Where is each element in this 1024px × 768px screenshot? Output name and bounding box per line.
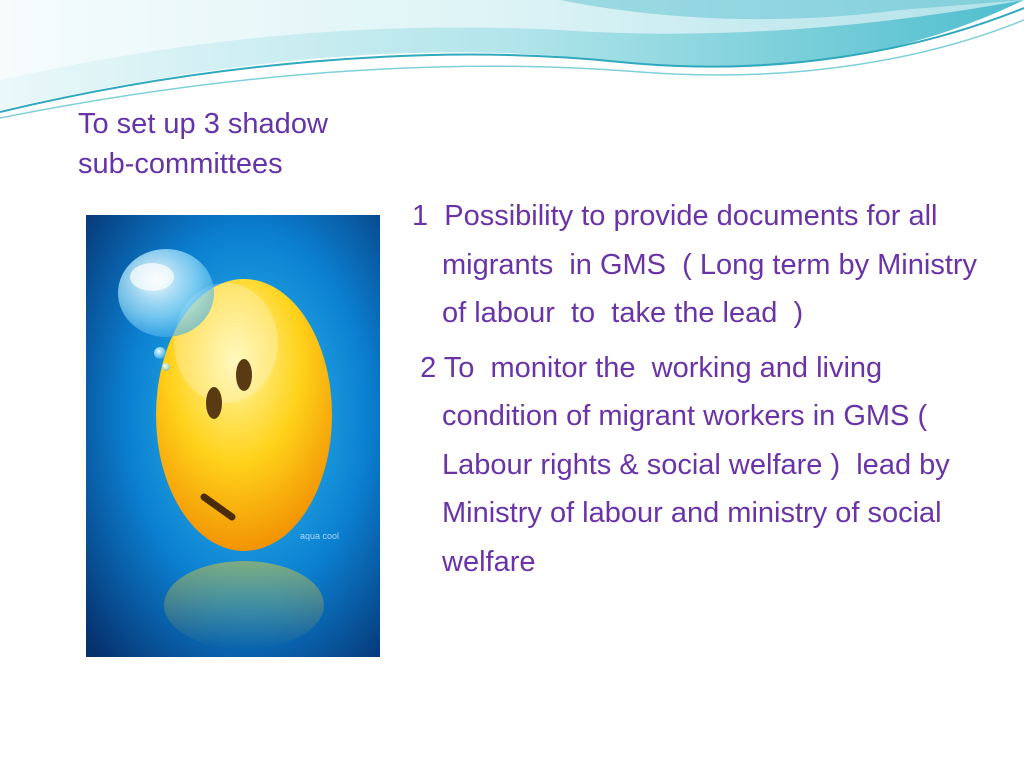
slide-title: To set up 3 shadow sub-committees — [78, 108, 328, 180]
bullet-point-2: 2 To monitor the working and living condition of migrant workers in GMS ( Labour rights & social welfare ) lead by Ministry of labour and ministry of social welfare — [412, 351, 958, 578]
bullet-point-1: 1 Possibility to provide documents for all migrants in GMS ( Long term by Ministry of labour to take the lead ) — [412, 200, 986, 329]
thought-bubble-icon — [118, 249, 214, 337]
emoticon-image — [86, 215, 380, 657]
bullet-list — [412, 192, 986, 592]
image-watermark: aqua cool — [300, 531, 340, 541]
